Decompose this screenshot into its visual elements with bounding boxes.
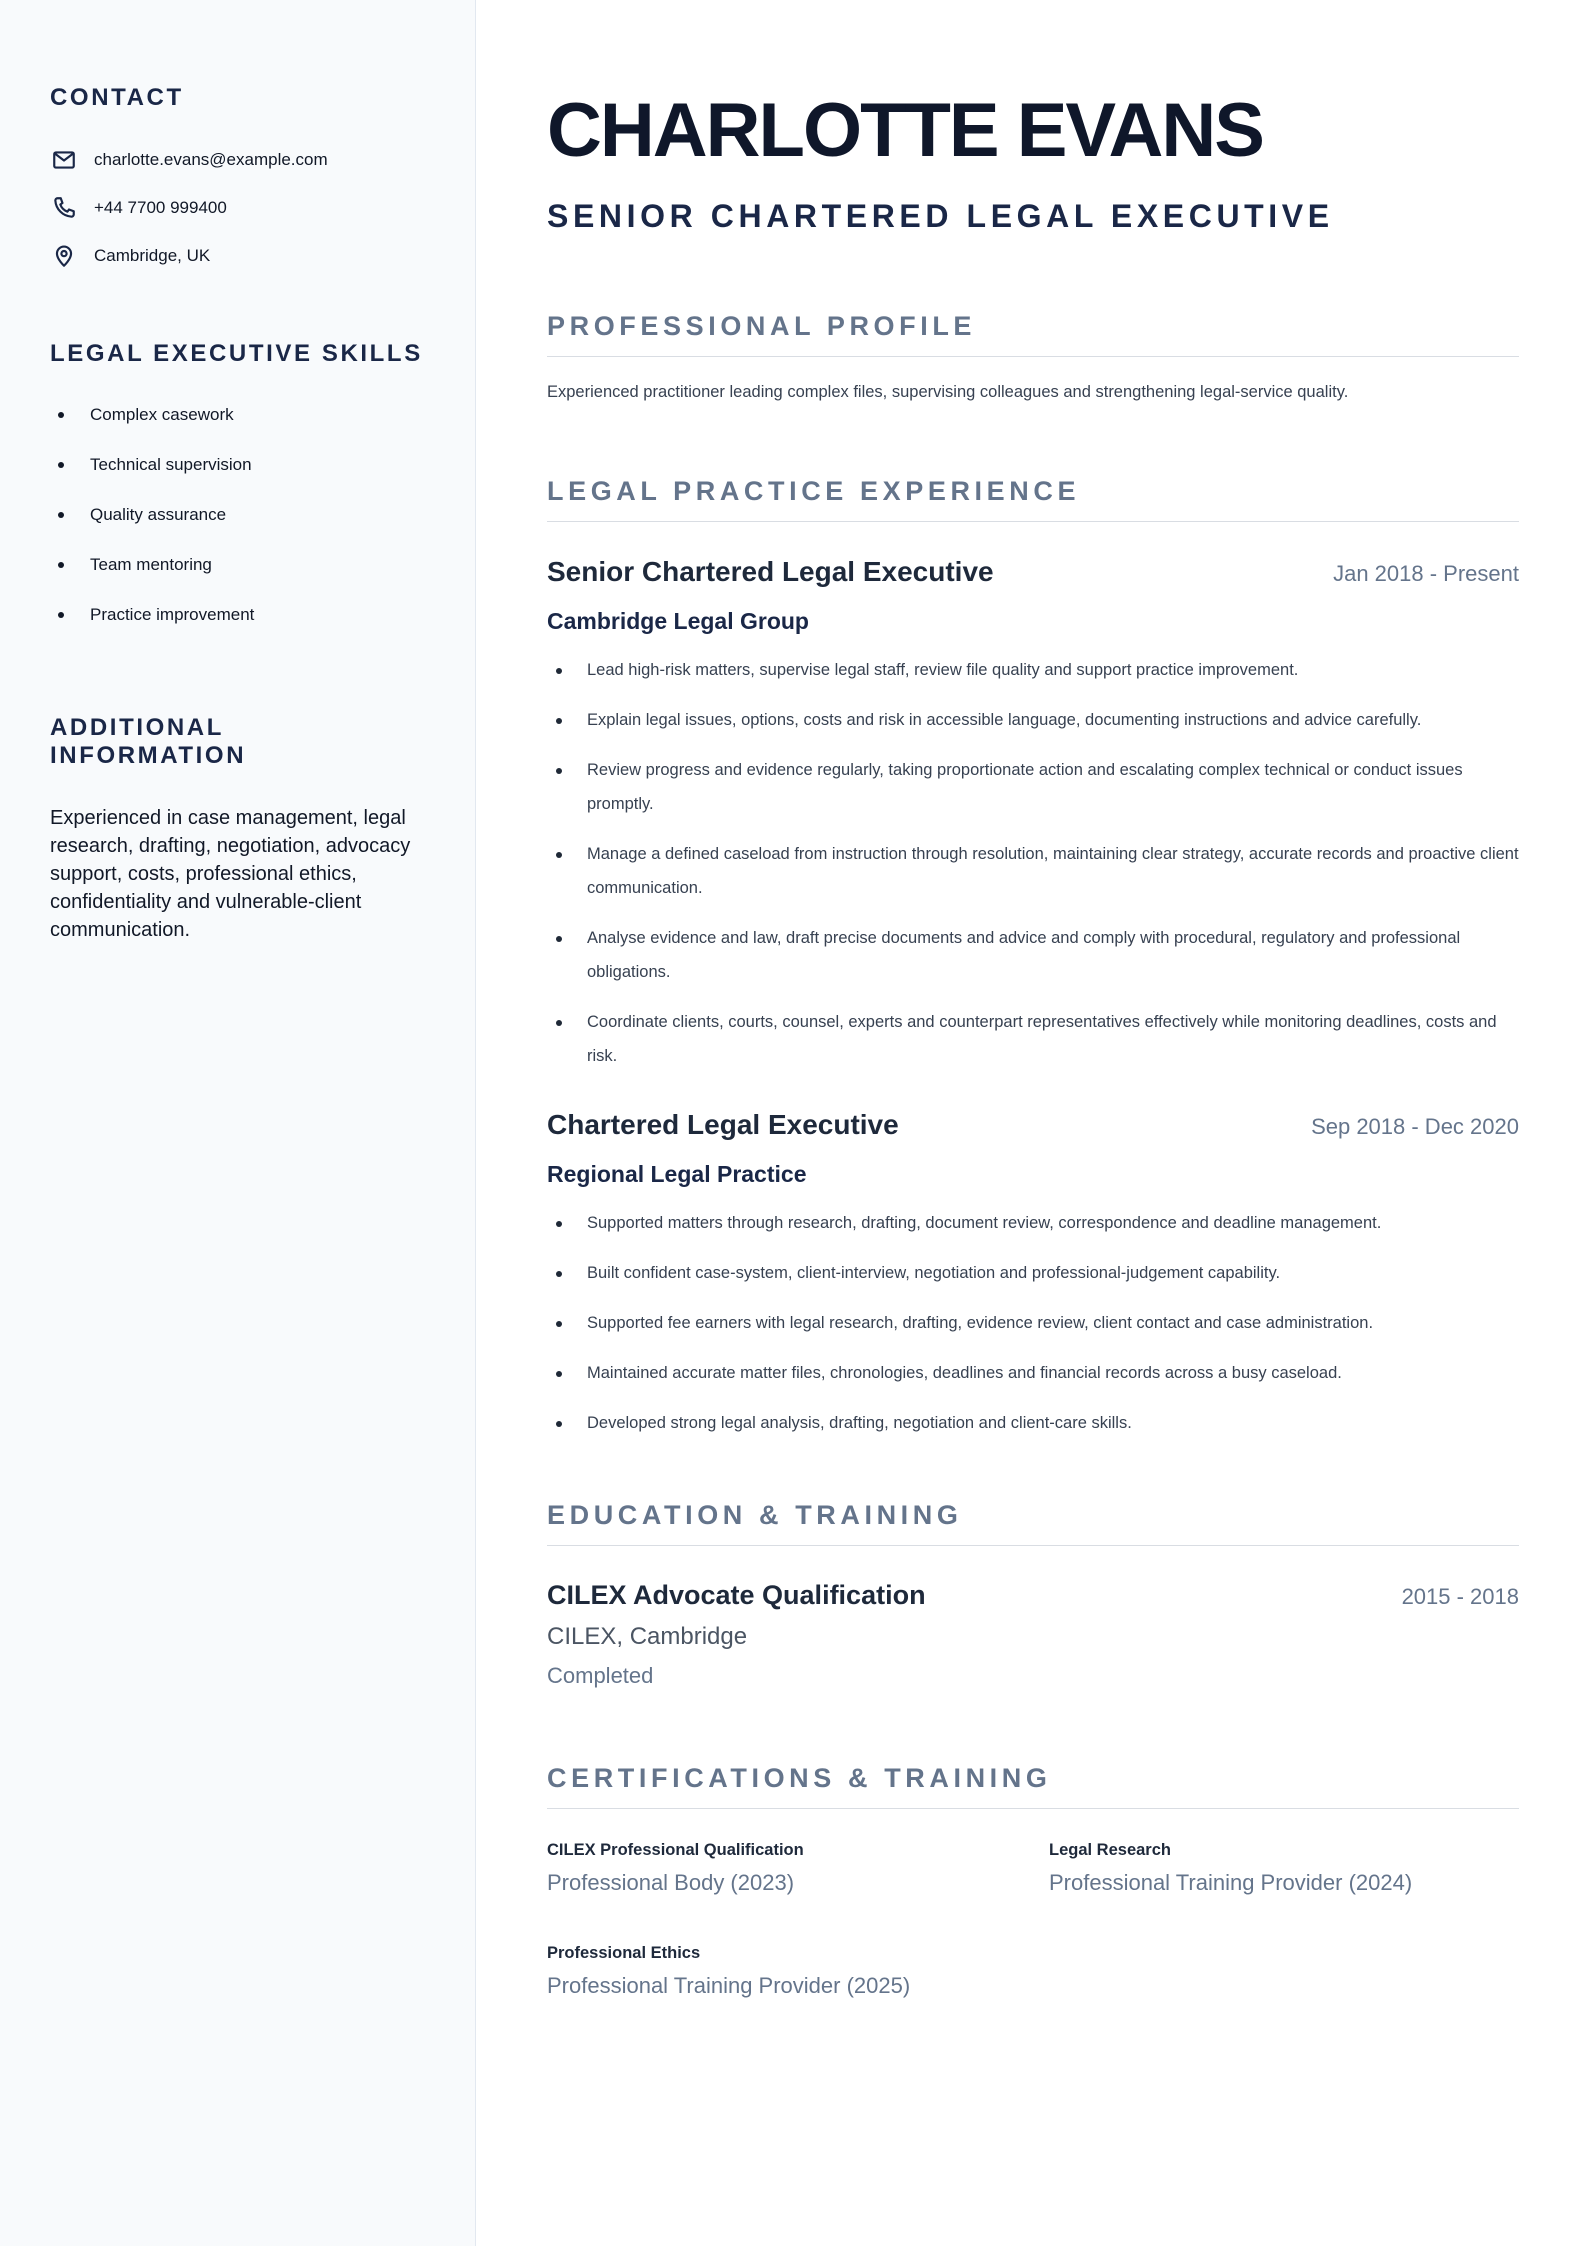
contact-phone[interactable] — [50, 184, 425, 232]
skill-item: Technical supervision — [50, 440, 425, 490]
skill-item: Practice improvement — [50, 590, 425, 640]
job-bullet: Supported fee earners with legal research, drafting, evidence review, client contact and case administration. — [547, 1306, 1519, 1340]
job-bullet: Explain legal issues, options, costs and risk in accessible language, documenting instructions and advice carefully. — [547, 703, 1519, 737]
job-bullet: Coordinate clients, courts, counsel, experts and counterpart representatives effectively while monitoring deadlines, costs and risk. — [547, 1005, 1519, 1073]
job-bullet: Manage a defined caseload from instruction through resolution, maintaining clear strategy, accurate records and proactive client communication. — [547, 837, 1519, 905]
main-content — [547, 0, 1519, 2246]
contact-email[interactable] — [50, 136, 425, 184]
certification-item — [547, 1944, 1049, 1999]
certifications-section — [547, 1763, 1519, 1999]
job-bullet: Review progress and evidence regularly, taking proportionate action and escalating complex technical or conduct issues promptly. — [547, 753, 1519, 821]
job-bullet: Maintained accurate matter files, chronologies, deadlines and financial records across a busy caseload. — [547, 1356, 1519, 1390]
email-text: charlotte.evans@example.com — [94, 150, 328, 169]
certification-provider: Professional Training Provider (2025) — [547, 1973, 911, 1998]
education-institution: CILEX, Cambridge — [547, 1623, 748, 1650]
skills-list — [50, 390, 425, 640]
sidebar — [0, 0, 476, 2246]
profile-section — [547, 311, 1519, 402]
job-entry — [547, 556, 1519, 1073]
job-company: Cambridge Legal Group — [547, 608, 809, 634]
certification-item — [547, 1841, 1049, 1896]
job-title: Chartered Legal Executive — [547, 1109, 899, 1140]
job-dates: Sep 2018 - Dec 2020 — [1311, 1114, 1519, 1139]
contact-location — [50, 232, 425, 280]
additional-info-text: Experienced in case management, legal research, drafting, negotiation, advocacy support, costs, professional ethics, confidentiality and vulnerable-client communication. — [50, 807, 411, 941]
job-bullet: Developed strong legal analysis, drafting, negotiation and client-care skills. — [547, 1406, 1519, 1440]
skill-item: Quality assurance — [50, 490, 425, 540]
skill-item: Complex casework — [50, 390, 425, 440]
job-entry — [547, 1109, 1519, 1440]
additional-info-heading: ADDITIONAL INFORMATION — [50, 714, 247, 769]
job-bullet: Analyse evidence and law, draft precise documents and advice and comply with procedural, regulatory and professional obligations. — [547, 921, 1519, 989]
skill-item: Team mentoring — [50, 540, 425, 590]
certification-item — [1049, 1841, 1519, 1896]
profile-title: PROFESSIONAL PROFILE — [547, 311, 1519, 357]
job-bullet: Supported matters through research, drafting, document review, correspondence and deadline management. — [547, 1206, 1519, 1240]
education-status: Completed — [547, 1663, 654, 1688]
experience-section — [547, 476, 1519, 1440]
certification-provider: Professional Training Provider (2024) — [1049, 1870, 1413, 1895]
education-dates: 2015 - 2018 — [1401, 1584, 1519, 1609]
job-bullet: Built confident case-system, client-interview, negotiation and professional-judgement capability. — [547, 1256, 1519, 1290]
certification-provider: Professional Body (2023) — [547, 1870, 795, 1895]
location-text: Cambridge, UK — [94, 246, 211, 265]
certification-name: CILEX Professional Qualification — [547, 1841, 804, 1859]
job-bullets — [547, 1206, 1519, 1440]
job-title: Senior Chartered Legal Executive — [547, 556, 994, 587]
certification-name: Legal Research — [1049, 1841, 1171, 1859]
contact-heading: CONTACT — [50, 84, 184, 111]
candidate-role: SENIOR CHARTERED LEGAL EXECUTIVE — [547, 198, 1334, 234]
candidate-name: CHARLOTTE EVANS — [547, 88, 1263, 173]
qualification-title: CILEX Advocate Qualification — [547, 1580, 926, 1610]
contact-list — [50, 136, 425, 280]
education-title: EDUCATION & TRAINING — [547, 1500, 1519, 1546]
job-dates: Jan 2018 - Present — [1333, 561, 1519, 586]
certification-name: Professional Ethics — [547, 1944, 701, 1962]
education-entry — [547, 1580, 1519, 1689]
education-section — [547, 1500, 1519, 1689]
phone-text: +44 7700 999400 — [94, 198, 227, 217]
job-bullets — [547, 653, 1519, 1073]
job-bullet: Lead high-risk matters, supervise legal staff, review file quality and support practice improvement. — [547, 653, 1519, 687]
skills-heading: LEGAL EXECUTIVE SKILLS — [50, 340, 423, 367]
certifications-title: CERTIFICATIONS & TRAINING — [547, 1763, 1519, 1809]
experience-title: LEGAL PRACTICE EXPERIENCE — [547, 476, 1519, 522]
profile-text: Experienced practitioner leading complex files, supervising colleagues and strengthening legal-service quality. — [547, 383, 1349, 401]
certifications-grid — [547, 1841, 1519, 1999]
mail-icon — [50, 146, 78, 174]
location-pin-icon — [50, 242, 78, 270]
phone-icon — [50, 194, 78, 222]
job-company: Regional Legal Practice — [547, 1161, 807, 1187]
